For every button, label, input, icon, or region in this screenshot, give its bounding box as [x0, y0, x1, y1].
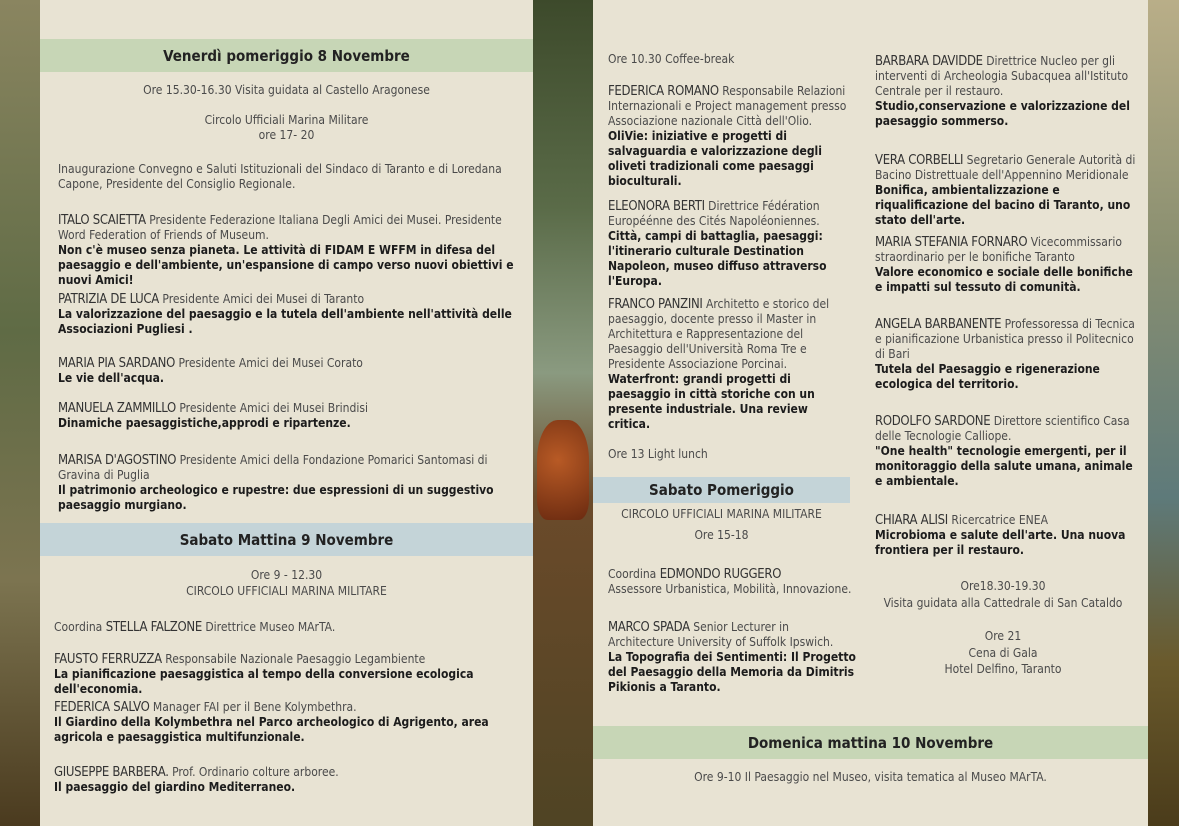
speaker-role: Responsabile Relazioni Internazionali e Project management presso Associazione nazionale Città dell'Olio.: [608, 84, 847, 128]
speaker-role: Presidente Amici dei Musei Brindisi: [175, 401, 368, 415]
gala-dinner-text: Cena di Gala: [968, 646, 1038, 660]
chair-prefix: Coordina: [54, 620, 106, 634]
speaker-entry: [58, 453, 528, 513]
talk-title: Le vie dell'acqua.: [58, 371, 165, 385]
saturday-afternoon-place: CIRCOLO UFFICIALI MARINA MILITARE: [621, 507, 822, 521]
chair-role: Direttrice Museo MArTA.: [201, 620, 336, 634]
chair-role: Assessore Urbanistica, Mobilità, Innovazione.: [608, 582, 852, 596]
speaker-role: Presidente Amici dei Musei Corato: [175, 356, 363, 370]
talk-title: Non c'è museo senza pianeta. Le attività di FIDAM E WFFM in difesa del paesaggio e dell'ambiente, un'espansione di campo verso nuovi obiettivi e nuovi Amici!: [58, 243, 514, 287]
talk-title: Valore economico e sociale delle bonifiche e impatti sul tessuto di comunità.: [875, 265, 1133, 294]
speaker-role: Presidente Amici dei Musei di Taranto: [159, 292, 365, 306]
speaker-role: Ricercatrice ENEA: [947, 513, 1048, 527]
speaker-name: MARIA PIA SARDANO: [58, 356, 176, 371]
speaker-name: MARIA STEFANIA FORNARO: [875, 235, 1028, 250]
speaker-entry: [54, 765, 524, 795]
talk-title: Dinamiche paesaggistiche,approdi e ripartenze.: [58, 416, 351, 430]
talk-title: Microbioma e salute dell'arte. Una nuova frontiera per il restauro.: [875, 528, 1126, 557]
light-lunch: Ore 13 Light lunch: [608, 447, 708, 461]
speaker-entry: [875, 54, 1137, 129]
speaker-entry: [58, 401, 528, 431]
speaker-name: ANGELA BARBANENTE: [875, 317, 1002, 332]
speaker-entry: [875, 414, 1137, 489]
talk-title: OliVie: iniziative e progetti di salvaguardia e valorizzazione degli oliveti tradizionali come paesaggi bioculturali.: [608, 129, 822, 188]
program-panel-right: [593, 0, 1148, 826]
speaker-name: RODOLFO SARDONE: [875, 414, 991, 429]
talk-title: Il paesaggio del giardino Mediterraneo.: [54, 780, 296, 794]
speaker-entry: [54, 652, 524, 697]
speaker-role: Presidente Federazione Italiana Degli Amici dei Musei. Presidente Word Federation of Friends of Museum.: [58, 213, 502, 242]
speaker-name: BARBARA DAVIDDE: [875, 54, 983, 69]
inauguration-text: Inaugurazione Convegno e Saluti Istituzionali del Sindaco di Taranto e di Loredana Capone, Presidente del Consiglio Regionale.: [58, 162, 502, 191]
speaker-name: CHIARA ALISI: [875, 513, 948, 528]
speaker-entry: [875, 513, 1137, 558]
cathedral-visit-text: Visita guidata alla Cattedrale di San Cataldo: [883, 596, 1123, 610]
speaker-name: MARISA D'AGOSTINO: [58, 453, 177, 468]
speaker-name: ITALO SCAIETTA: [58, 213, 146, 228]
chair-entry: [608, 567, 853, 597]
program-panel-left: [40, 0, 533, 826]
saturday-morning-place: CIRCOLO UFFICIALI MARINA MILITARE: [186, 584, 387, 598]
saturday-afternoon-header: Sabato Pomeriggio: [593, 477, 850, 503]
coffee-break: Ore 10.30 Coffee-break: [608, 52, 735, 66]
chair-prefix: Coordina: [608, 567, 660, 581]
speaker-entry: [875, 235, 1137, 295]
speaker-entry: [58, 213, 528, 288]
talk-title: Città, campi di battaglia, paesaggi: l'itinerario culturale Destination Napoleon, museo diffuso attraverso l'Europa.: [608, 229, 827, 288]
speaker-entry: [875, 317, 1137, 392]
speaker-name: FRANCO PANZINI: [608, 297, 703, 312]
talk-title: Il patrimonio archeologico e rupestre: due espressioni di un suggestivo paesaggio murgiano.: [58, 483, 494, 512]
speaker-role: Professoressa di Tecnica e pianificazione Urbanistica presso il Politecnico di Bari: [875, 317, 1135, 361]
speaker-role: Prof. Ordinario colture arboree.: [168, 765, 339, 779]
speaker-role: Architetto e storico del paesaggio, docente presso il Master in Architettura e Rappresentazione del Paesaggio dell'Università Roma Tre e Presidente Associazione Porcinai.: [608, 297, 830, 371]
cathedral-visit-time: Ore18.30-19.30: [960, 579, 1046, 593]
speaker-entry: [58, 292, 528, 337]
saturday-afternoon-time: Ore 15-18: [694, 528, 749, 542]
sunday-header: Domenica mattina 10 Novembre: [593, 726, 1148, 759]
talk-title: La valorizzazione del paesaggio e la tutela dell'ambiente nell'attività delle Associazioni Pugliesi .: [58, 307, 512, 336]
speaker-entry: [608, 297, 853, 432]
speaker-role: Direttrice Fédération Européénne des Cités Napoléoniennes.: [608, 199, 820, 228]
speaker-name: ELEONORA BERTI: [608, 199, 705, 214]
background-image-left: [0, 0, 40, 829]
circle-location: Circolo Ufficiali Marina Militare: [204, 113, 369, 127]
friday-header: Venerdì pomeriggio 8 Novembre: [40, 39, 533, 72]
gala-dinner-time: Ore 21: [984, 629, 1022, 643]
chair-entry: [54, 620, 524, 635]
chair-name: EDMONDO RUGGERO: [659, 567, 782, 582]
speaker-name: MARCO SPADA: [608, 620, 690, 635]
sunday-visit-text: Ore 9-10 Il Paesaggio nel Museo, visita tematica al Museo MArTA.: [694, 770, 1047, 784]
background-image-right: [1148, 0, 1179, 829]
talk-title: "One health" tecnologie emergenti, per il monitoraggio della salute umana, animale e ambientale.: [875, 444, 1133, 488]
speaker-role: Responsabile Nazionale Paesaggio Legambiente: [161, 652, 426, 666]
speaker-name: PATRIZIA DE LUCA: [58, 292, 159, 307]
speaker-entry: [608, 84, 853, 189]
speaker-name: GIUSEPPE BARBERA.: [54, 765, 169, 780]
talk-title: Il Giardino della Kolymbethra nel Parco archeologico di Agrigento, area agricola e paesaggistica multifunzionale.: [54, 715, 489, 744]
saturday-morning-header: Sabato Mattina 9 Novembre: [40, 523, 533, 556]
speaker-name: FEDERICA ROMANO: [608, 84, 719, 99]
circle-time: ore 17- 20: [258, 128, 315, 142]
speaker-entry: [608, 199, 853, 289]
speaker-role: Manager FAI per il Bene Kolymbethra.: [149, 700, 357, 714]
speaker-role: Senior Lecturer in Architecture University of Suffolk Ipswich.: [608, 620, 834, 649]
talk-title: Studio,conservazione e valorizzazione del paesaggio sommerso.: [875, 99, 1130, 128]
speaker-name: VERA CORBELLI: [875, 153, 964, 168]
speaker-entry: [54, 700, 524, 745]
speaker-name: MANUELA ZAMMILLO: [58, 401, 176, 416]
speaker-entry: [58, 356, 528, 386]
castle-visit-time: Ore 15.30-16.30 Visita guidata al Castello Aragonese: [143, 83, 430, 97]
chair-name: STELLA FALZONE: [105, 620, 202, 635]
speaker-role: Direttore scientifico Casa delle Tecnologie Calliope.: [875, 414, 1130, 443]
talk-title: Waterfront: grandi progetti di paesaggio in città storiche con un presente industriale. Una review critica.: [608, 372, 815, 431]
speaker-role: Presidente Amici della Fondazione Pomarici Santomasi di Gravina di Puglia: [58, 453, 488, 482]
gala-dinner-place: Hotel Delfino, Taranto: [944, 662, 1062, 676]
speaker-name: FEDERICA SALVO: [54, 700, 150, 715]
vase-image: [537, 420, 589, 520]
speaker-role: Segretario Generale Autorità di Bacino Distrettuale dell'Appennino Meridionale: [875, 153, 1136, 182]
speaker-role: Direttrice Nucleo per gli interventi di Archeologia Subacquea all'Istituto Centrale per il restauro.: [875, 54, 1129, 98]
speaker-entry: [875, 153, 1137, 228]
saturday-morning-time: Ore 9 - 12.30: [250, 568, 323, 582]
talk-title: La pianificazione paesaggistica al tempo della conversione ecologica dell'economia.: [54, 667, 474, 696]
speaker-name: FAUSTO FERRUZZA: [54, 652, 162, 667]
talk-title: Bonifica, ambientalizzazione e riqualificazione del bacino di Taranto, uno stato dell'arte.: [875, 183, 1131, 227]
talk-title: Tutela del Paesaggio e rigenerazione ecologica del territorio.: [875, 362, 1100, 391]
speaker-role: Vicecommissario straordinario per le bonifiche Taranto: [875, 235, 1122, 264]
talk-title: La Topografia dei Sentimenti: Il Progetto del Paesaggio della Memoria da Dimitris Pikionis a Taranto.: [608, 650, 856, 694]
background-image-center: [533, 0, 593, 829]
speaker-entry: [608, 620, 856, 695]
